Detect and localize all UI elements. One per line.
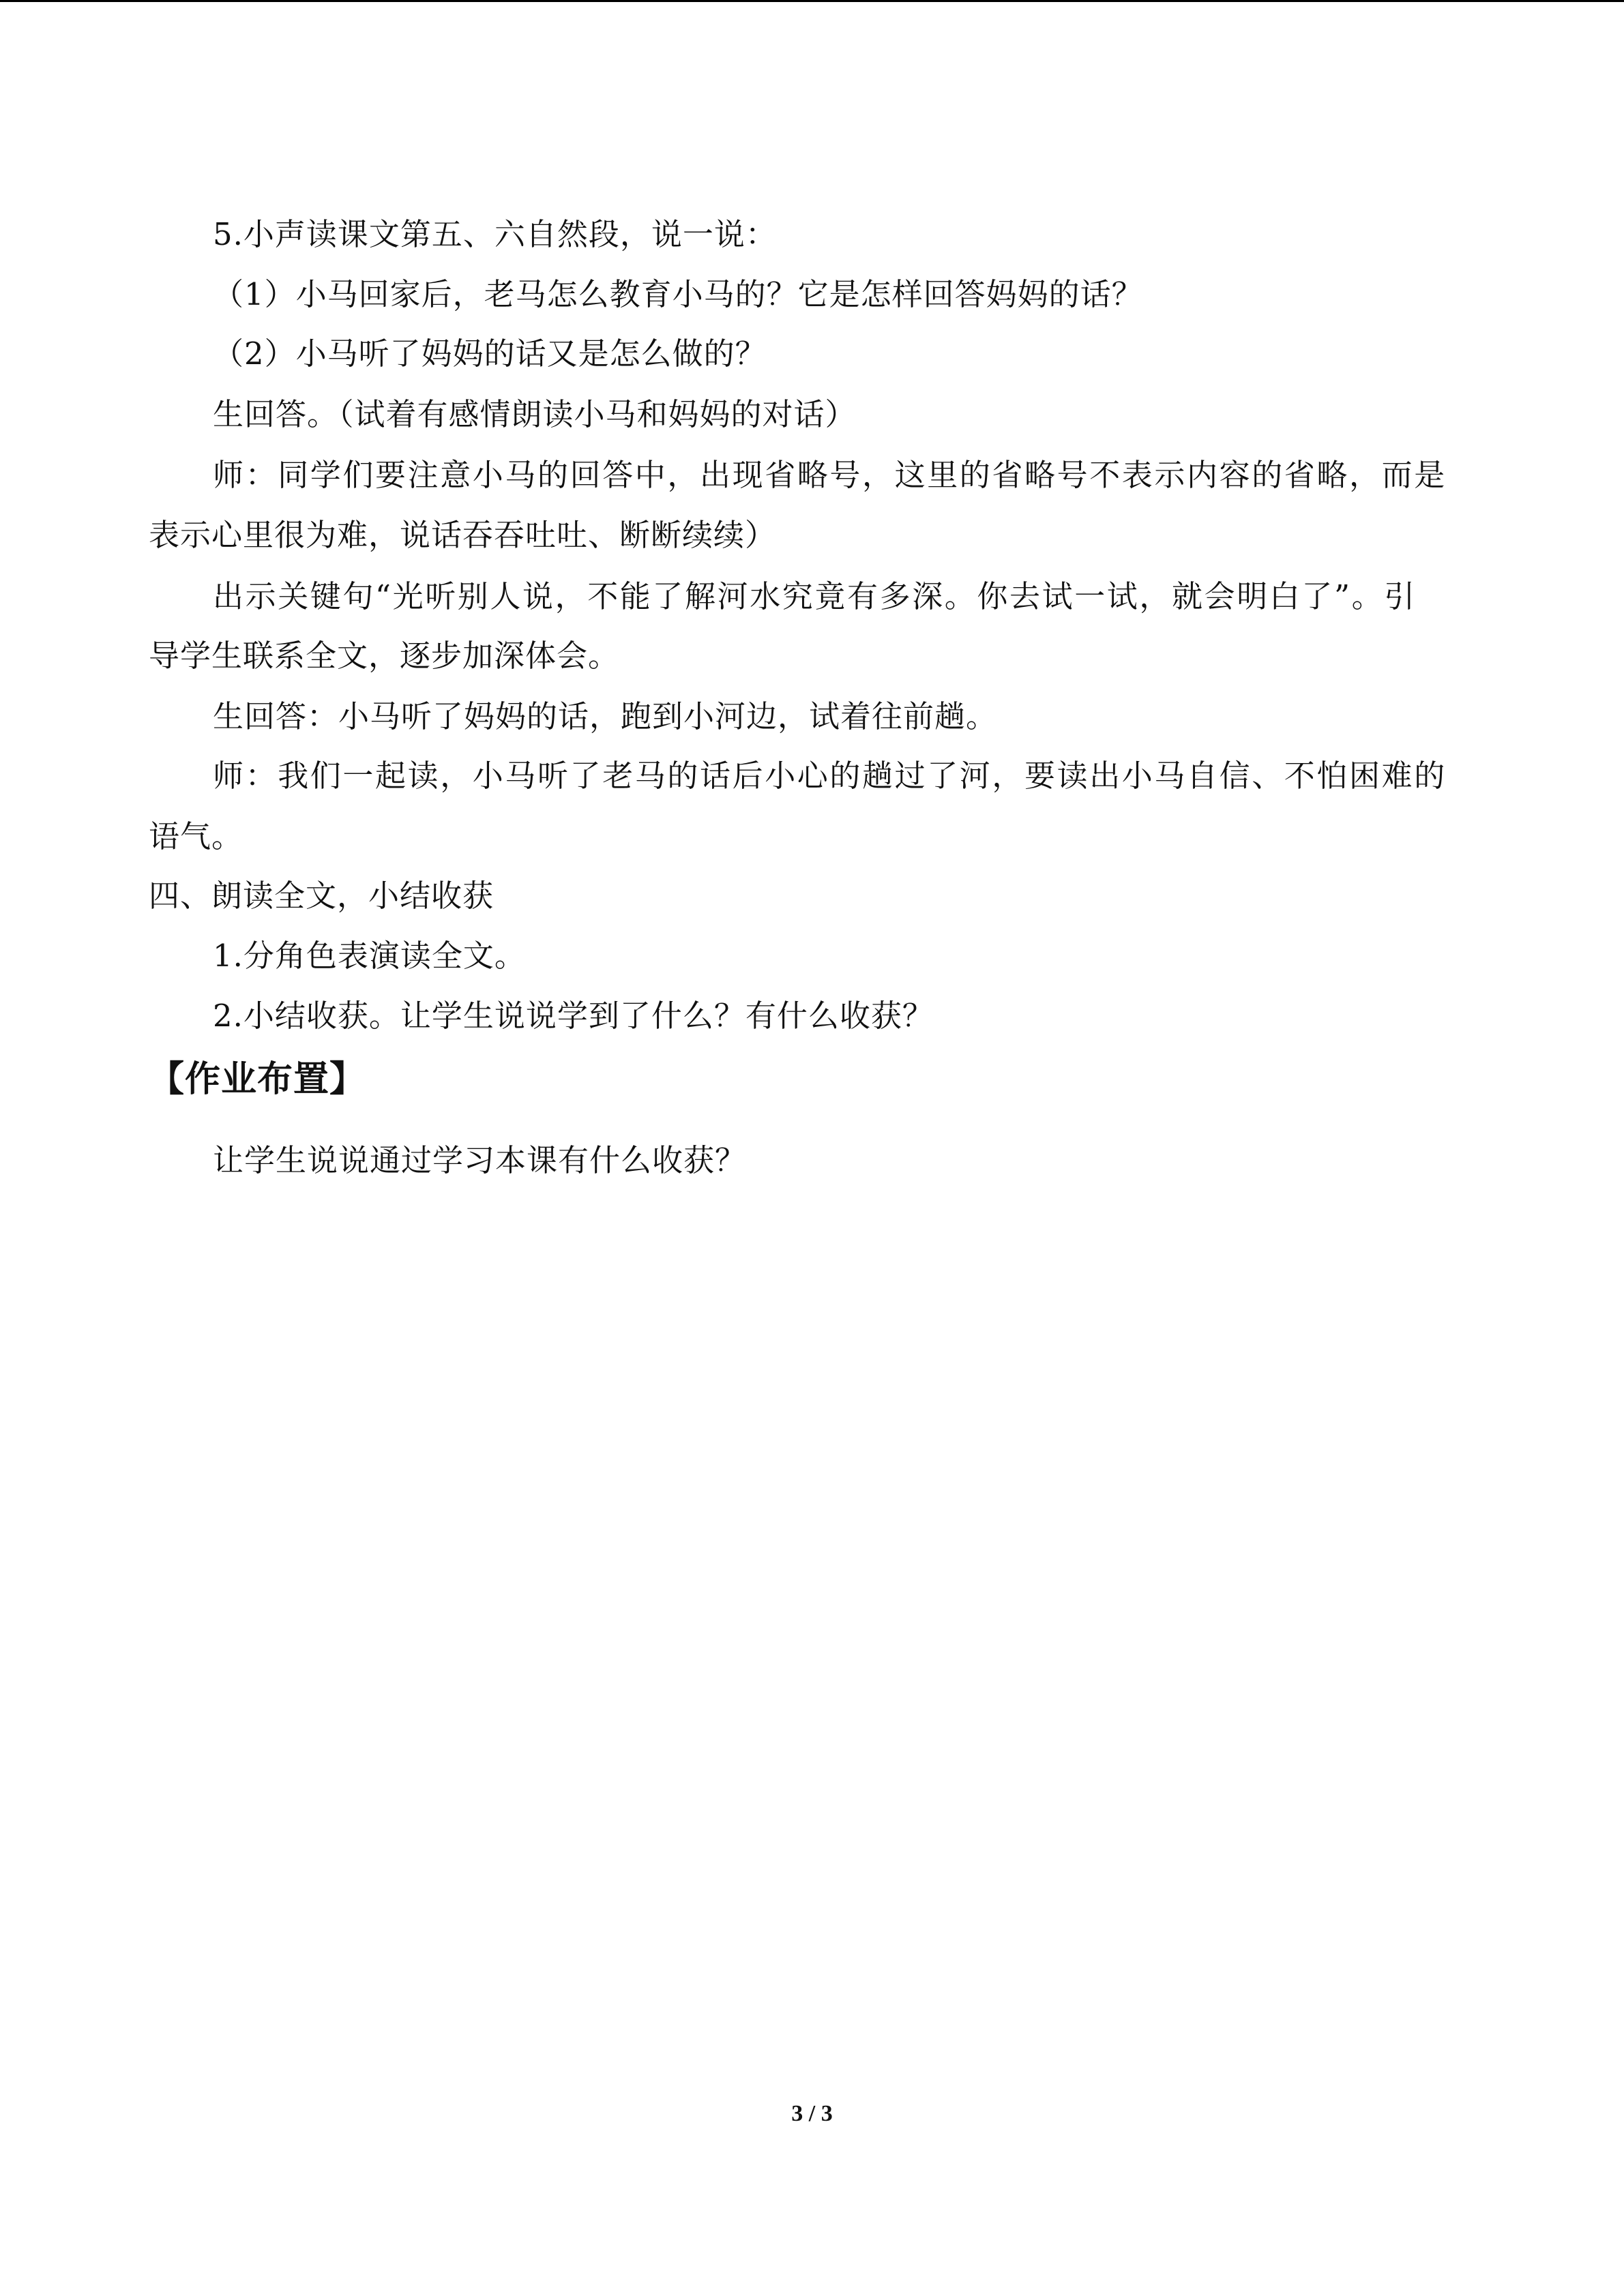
teacher-reading-line-2: 语气。 bbox=[149, 818, 243, 854]
key-sentence-line-1: 出示关键句“光听别人说，不能了解河水究竟有多深。你去试一试，就会明白了”。引 bbox=[213, 578, 1417, 614]
section-4-item-1: 1.分角色表演读全文。 bbox=[213, 938, 526, 974]
homework-text: 让学生说说通过学习本课有什么收获？ bbox=[213, 1142, 747, 1178]
step-5-instruction: 5.小声读课文第五、六自然段，说一说： bbox=[213, 216, 777, 252]
teacher-note-line-1: 师：同学们要注意小马的回答中，出现省略号，这里的省略号不表示内容的省略，而是 bbox=[213, 457, 1447, 493]
section-4-title: 四、朗读全文，小结收获 bbox=[149, 878, 494, 914]
homework-heading: 【作业布置】 bbox=[149, 1059, 366, 1100]
student-answer-1: 生回答。（试着有感情朗读小马和妈妈的对话） bbox=[213, 396, 857, 432]
section-4-item-2: 2.小结收获。让学生说说学到了什么？有什么收获？ bbox=[213, 998, 934, 1034]
teacher-note-line-2: 表示心里很为难，说话吞吞吐吐、断断续续） bbox=[149, 517, 777, 553]
question-1: （1）小马回家后，老马怎么教育小马的？它是怎样回答妈妈的话？ bbox=[213, 276, 1143, 312]
student-answer-2: 生回答：小马听了妈妈的话，跑到小河边，试着往前趟。 bbox=[213, 698, 998, 734]
question-2: （2）小马听了妈妈的话又是怎么做的？ bbox=[213, 336, 767, 372]
key-sentence-line-2: 导学生联系全文，逐步加深体会。 bbox=[149, 638, 620, 674]
page-number: 3 / 3 bbox=[791, 2101, 833, 2126]
teacher-reading-line-1: 师：我们一起读，小马听了老马的话后小心的趟过了河，要读出小马自信、不怕困难的 bbox=[213, 758, 1447, 794]
